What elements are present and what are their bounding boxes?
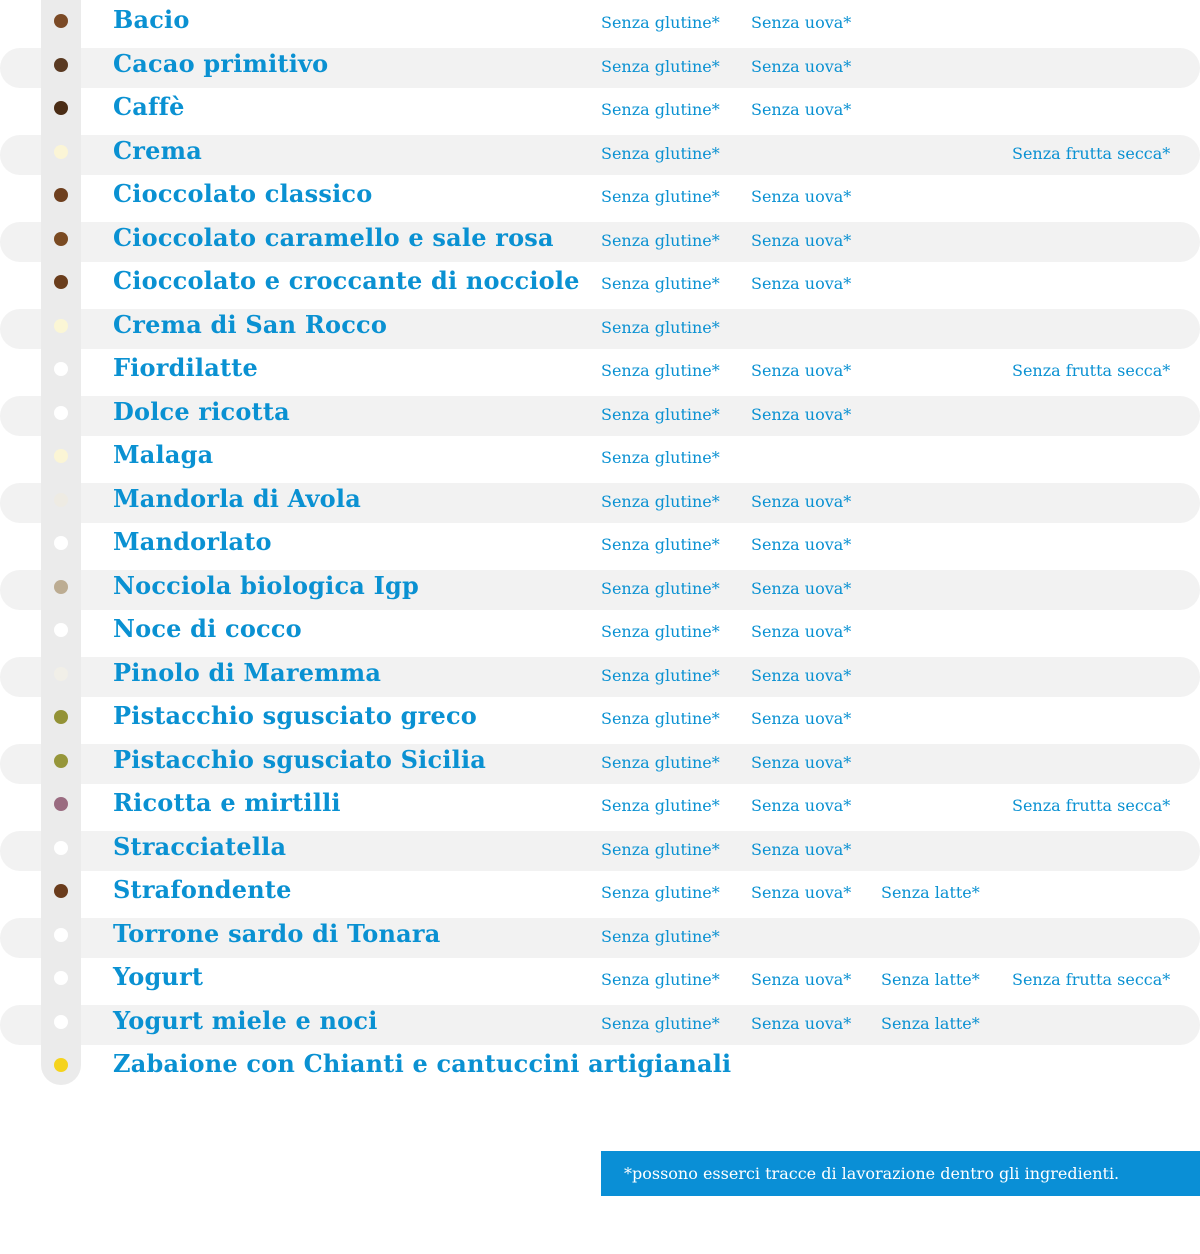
egg-free-tag: Senza uova* xyxy=(751,100,852,119)
egg-free-tag: Senza uova* xyxy=(751,361,852,380)
flavor-name: Malaga xyxy=(113,440,214,469)
flavor-color-dot xyxy=(54,58,68,72)
flavor-color-dot xyxy=(54,580,68,594)
flavor-color-dot xyxy=(54,667,68,681)
dairy-free-tag: Senza latte* xyxy=(881,970,980,989)
egg-free-tag: Senza uova* xyxy=(751,709,852,728)
egg-free-tag: Senza uova* xyxy=(751,839,852,859)
egg-free-tag: Senza uova* xyxy=(751,796,852,815)
flavor-color-dot xyxy=(54,145,68,159)
gluten-free-tag: Senza glutine* xyxy=(601,274,720,293)
flavor-color-dot xyxy=(54,449,68,463)
egg-free-tag: Senza uova* xyxy=(751,187,852,206)
nut-free-tag: Senza frutta secca* xyxy=(1012,796,1171,815)
flavor-color-dot xyxy=(54,536,68,550)
dairy-free-tag: Senza latte* xyxy=(881,883,980,902)
flavor-name: Fiordilatte xyxy=(113,353,259,382)
gluten-free-tag: Senza glutine* xyxy=(601,578,720,598)
nut-free-tag: Senza frutta secca* xyxy=(1012,361,1171,380)
gluten-free-tag: Senza glutine* xyxy=(601,535,720,554)
flavor-name: Cioccolato classico xyxy=(113,179,373,208)
gluten-free-tag: Senza glutine* xyxy=(601,317,720,337)
egg-free-tag: Senza uova* xyxy=(751,274,852,293)
flavor-color-dot xyxy=(54,14,68,28)
flavor-color-dot xyxy=(54,232,68,246)
nut-free-tag: Senza frutta secca* xyxy=(1012,143,1171,163)
flavor-name: Bacio xyxy=(113,5,190,34)
flavor-name: Stracciatella xyxy=(113,831,287,861)
gluten-free-tag: Senza glutine* xyxy=(601,709,720,728)
gluten-free-tag: Senza glutine* xyxy=(601,448,720,467)
gluten-free-tag: Senza glutine* xyxy=(601,796,720,815)
gluten-free-tag: Senza glutine* xyxy=(601,230,720,250)
flavor-name: Pistacchio sgusciato Sicilia xyxy=(113,744,487,774)
gluten-free-tag: Senza glutine* xyxy=(601,100,720,119)
gluten-free-tag: Senza glutine* xyxy=(601,143,720,163)
egg-free-tag: Senza uova* xyxy=(751,883,852,902)
flavor-color-dot xyxy=(54,971,68,985)
gluten-free-tag: Senza glutine* xyxy=(601,839,720,859)
flavor-name: Cioccolato e croccante di nocciole xyxy=(113,266,580,295)
flavor-name: Caffè xyxy=(113,92,185,121)
flavor-color-dot xyxy=(54,797,68,811)
flavor-color-dot xyxy=(54,362,68,376)
flavor-color-dot xyxy=(54,754,68,768)
gluten-free-tag: Senza glutine* xyxy=(601,926,720,946)
gluten-free-tag: Senza glutine* xyxy=(601,56,720,76)
gluten-free-tag: Senza glutine* xyxy=(601,1013,720,1033)
flavor-name: Yogurt xyxy=(113,962,204,991)
gluten-free-tag: Senza glutine* xyxy=(601,752,720,772)
flavor-color-dot xyxy=(54,188,68,202)
egg-free-tag: Senza uova* xyxy=(751,970,852,989)
flavor-color-dot xyxy=(54,1058,68,1072)
footnote-banner: *possono esserci tracce di lavorazione dentro gli ingredienti. xyxy=(601,1151,1200,1196)
flavor-color-dot xyxy=(54,710,68,724)
flavor-color-dot xyxy=(54,101,68,115)
egg-free-tag: Senza uova* xyxy=(751,752,852,772)
gluten-free-tag: Senza glutine* xyxy=(601,361,720,380)
flavor-name: Strafondente xyxy=(113,875,292,904)
gluten-free-tag: Senza glutine* xyxy=(601,883,720,902)
egg-free-tag: Senza uova* xyxy=(751,1013,852,1033)
egg-free-tag: Senza uova* xyxy=(751,622,852,641)
flavor-color-dot xyxy=(54,841,68,855)
egg-free-tag: Senza uova* xyxy=(751,230,852,250)
gluten-free-tag: Senza glutine* xyxy=(601,665,720,685)
gluten-free-tag: Senza glutine* xyxy=(601,13,720,32)
flavor-name: Pinolo di Maremma xyxy=(113,657,382,687)
flavor-name: Nocciola biologica Igp xyxy=(113,570,419,600)
flavor-name: Yogurt miele e noci xyxy=(113,1005,378,1035)
flavor-name: Crema di San Rocco xyxy=(113,309,388,339)
flavor-name: Crema xyxy=(113,135,202,165)
flavor-color-dot xyxy=(54,275,68,289)
flavor-name: Cioccolato caramello e sale rosa xyxy=(113,222,554,252)
egg-free-tag: Senza uova* xyxy=(751,491,852,511)
flavor-color-dot xyxy=(54,319,68,333)
flavor-color-dot xyxy=(54,406,68,420)
egg-free-tag: Senza uova* xyxy=(751,404,852,424)
flavor-name: Zabaione con Chianti e cantuccini artigianali xyxy=(113,1049,732,1078)
egg-free-tag: Senza uova* xyxy=(751,13,852,32)
flavor-name: Pistacchio sgusciato greco xyxy=(113,701,477,730)
gluten-free-tag: Senza glutine* xyxy=(601,404,720,424)
flavor-name: Ricotta e mirtilli xyxy=(113,788,341,817)
flavor-name: Cacao primitivo xyxy=(113,48,329,78)
flavor-color-dot xyxy=(54,493,68,507)
flavor-name: Noce di cocco xyxy=(113,614,302,643)
flavor-color-dot xyxy=(54,928,68,942)
flavor-name: Mandorlato xyxy=(113,527,272,556)
dairy-free-tag: Senza latte* xyxy=(881,1013,980,1033)
gluten-free-tag: Senza glutine* xyxy=(601,491,720,511)
nut-free-tag: Senza frutta secca* xyxy=(1012,970,1171,989)
gluten-free-tag: Senza glutine* xyxy=(601,187,720,206)
flavor-color-dot xyxy=(54,623,68,637)
egg-free-tag: Senza uova* xyxy=(751,665,852,685)
flavor-color-dot xyxy=(54,1015,68,1029)
gluten-free-tag: Senza glutine* xyxy=(601,622,720,641)
flavor-name: Mandorla di Avola xyxy=(113,483,361,513)
flavor-name: Torrone sardo di Tonara xyxy=(113,918,441,948)
gluten-free-tag: Senza glutine* xyxy=(601,970,720,989)
flavor-name: Dolce ricotta xyxy=(113,396,290,426)
flavor-color-dot xyxy=(54,884,68,898)
egg-free-tag: Senza uova* xyxy=(751,56,852,76)
egg-free-tag: Senza uova* xyxy=(751,578,852,598)
egg-free-tag: Senza uova* xyxy=(751,535,852,554)
